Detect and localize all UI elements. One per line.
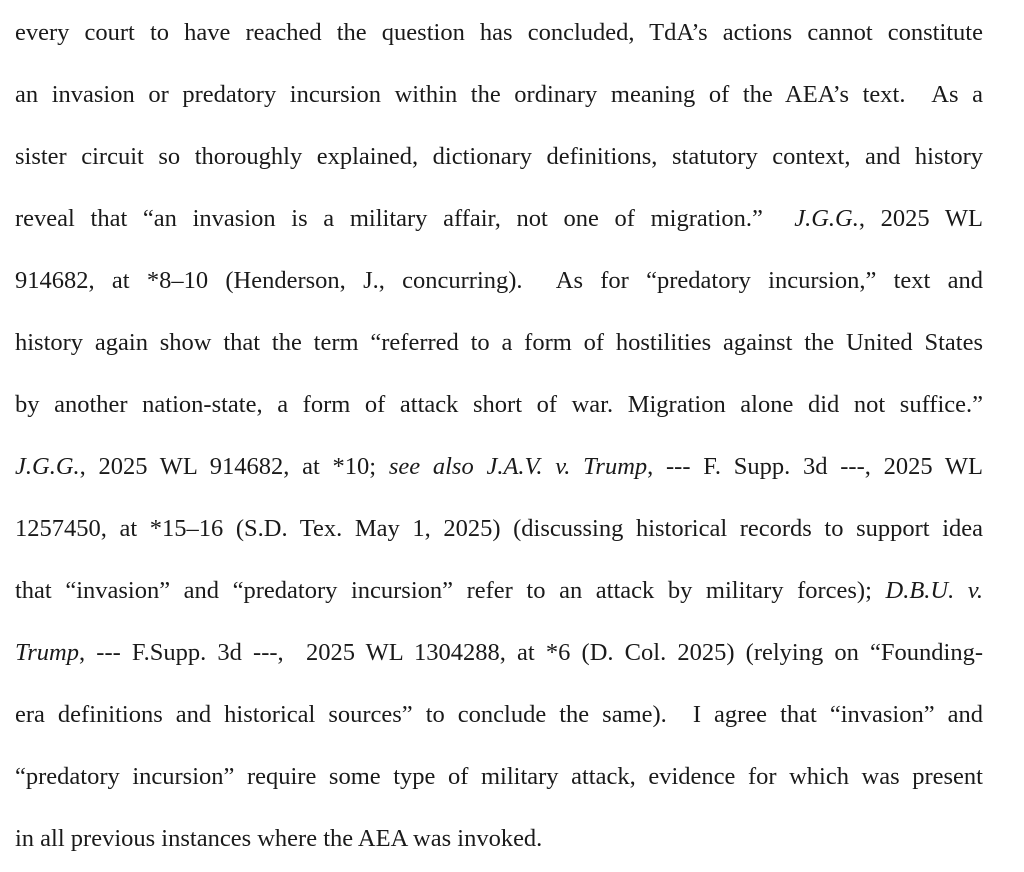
paragraph-line: [15, 574, 983, 608]
text-run: 914682, at *8–10 (Henderson, J., concurring). As for “predatory incursion,” text and: [15, 267, 983, 294]
case-citation: see also J.A.V. v. Trump: [388, 453, 648, 480]
paragraph-line: [15, 16, 983, 50]
paragraph-line: [15, 388, 983, 422]
paragraph-last-line: [15, 822, 983, 856]
paragraph-line: [15, 202, 983, 236]
text-run: reveal that “an invasion is a military affair, not one of migration.”: [15, 205, 795, 232]
text-run: 1257450, at *15–16 (S.D. Tex. May 1, 2025) (discussing historical records to support idea: [15, 515, 983, 542]
case-citation: J.G.G.: [15, 453, 80, 480]
paragraph-line: [15, 698, 983, 732]
case-citation: Trump: [15, 639, 80, 666]
text-run: by another nation-state, a form of attack short of war. Migration alone did not suffice.”: [15, 391, 983, 418]
paragraph-line: [15, 760, 983, 794]
text-run: sister circuit so thoroughly explained, dictionary definitions, statutory context, and history: [15, 143, 983, 170]
text-run: history again show that the term “referred to a form of hostilities against the United States: [15, 329, 983, 356]
case-citation: D.B.U. v.: [885, 577, 983, 604]
text-run: that “invasion” and “predatory incursion” refer to an attack by military forces);: [15, 577, 886, 604]
text-run: , --- F. Supp. 3d ---, 2025 WL: [647, 453, 983, 480]
paragraph-line: [15, 140, 983, 174]
text-run: every court to have reached the question has concluded, TdA’s actions cannot constitute: [15, 19, 983, 46]
text-run: “predatory incursion” require some type of military attack, evidence for which was present: [15, 763, 983, 790]
paragraph-line: [15, 636, 983, 670]
text-run: , 2025 WL 914682, at *10;: [79, 453, 389, 480]
paragraph-line: [15, 512, 983, 546]
paragraph-line: [15, 264, 983, 298]
case-citation: J.G.G.: [794, 205, 859, 232]
text-run: , 2025 WL: [858, 205, 983, 232]
paragraph-line: [15, 326, 983, 360]
text-run: in all previous instances where the AEA was invoked.: [15, 825, 543, 852]
text-run: an invasion or predatory incursion within the ordinary meaning of the AEA’s text. As a: [15, 81, 983, 108]
paragraph-line: [15, 78, 983, 112]
text-run: era definitions and historical sources” to conclude the same). I agree that “invasion” and: [15, 701, 983, 728]
paragraph-line: [15, 450, 983, 484]
text-run: , --- F.Supp. 3d ---, 2025 WL 1304288, at *6 (D. Col. 2025) (relying on “Founding-: [79, 639, 983, 666]
